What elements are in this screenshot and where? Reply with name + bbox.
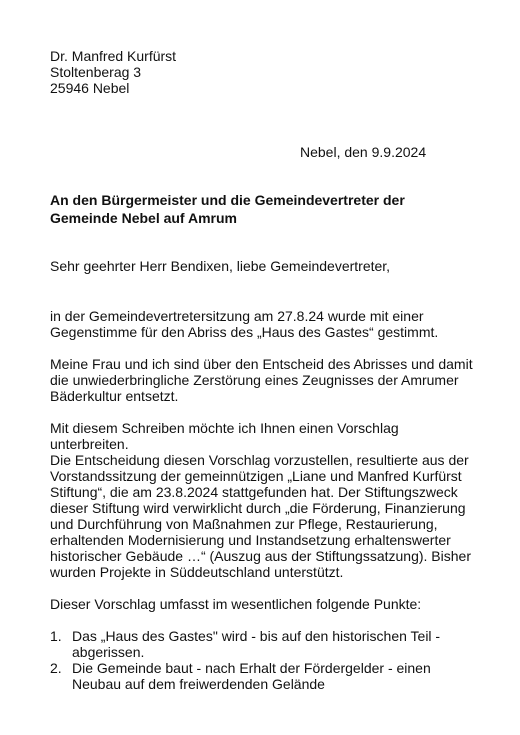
paragraph-reaction: Meine Frau und ich sind über den Entscheid des Abrisses und damit die unwiederbringliche Zerstörung eines Zeugnisses der Amrumer Bäderkultur entsetzt. xyxy=(50,356,473,404)
list-item-number: 2. xyxy=(50,660,62,676)
salutation: Sehr geehrter Herr Bendixen, liebe Gemeindevertreter, xyxy=(50,258,391,274)
subject-line-2: Gemeinde Nebel auf Amrum xyxy=(50,210,237,226)
list-item-text: Das „Haus des Gastes" wird - bis auf den historischen Teil - abgerissen. xyxy=(72,628,441,660)
subject-line-1: An den Bürgermeister und die Gemeindevertreter der xyxy=(50,192,405,208)
letter-body xyxy=(50,258,480,692)
sender-street: Stoltenberag 3 xyxy=(50,64,142,80)
letter-date: Nebel, den 9.9.2024 xyxy=(300,144,427,160)
paragraph-points-intro: Dieser Vorschlag umfasst im wesentlichen folgende Punkte: xyxy=(50,596,422,612)
sender-address xyxy=(50,48,176,96)
paragraph-foundation: Die Entscheidung diesen Vorschlag vorzustellen, resultierte aus der Vorstandssitzung der gemeinnützigen „Liane und Manfred Kurfürst Stiftung“, die am 23.8.2024 stattgefunden hat. Der Stiftungszweck dieser Stiftung wird verwirklicht durch „die Förderung, Finanzierung und Durchführung von Maßnahmen zur Pflege, Restaurierung, erhaltenden Modernisierung und Instandsetzung erhaltenswerter historischer Gebäude …“ (Auszug aus der Stiftungssatzung). Bisher wurden Projekte in Süddeutschland unterstützt. xyxy=(50,452,471,580)
paragraph-vote: in der Gemeindevertretersitzung am 27.8.24 wurde mit einer Gegenstimme für den Abriss des „Haus des Gastes“ gestimmt. xyxy=(50,308,439,340)
list-item-text: Die Gemeinde baut - nach Erhalt der Fördergelder - einen Neubau auf dem freiwerdenden Gelände xyxy=(72,660,431,692)
list-item xyxy=(50,660,480,692)
sender-city: 25946 Nebel xyxy=(50,80,130,96)
proposal-list xyxy=(50,628,480,692)
sender-name: Dr. Manfred Kurfürst xyxy=(50,48,177,64)
paragraph-proposal-intro: Mit diesem Schreiben möchte ich Ihnen einen Vorschlag unterbreiten. xyxy=(50,420,399,452)
list-item xyxy=(50,628,480,660)
list-item-number: 1. xyxy=(50,628,62,644)
letter-subject xyxy=(50,192,490,228)
